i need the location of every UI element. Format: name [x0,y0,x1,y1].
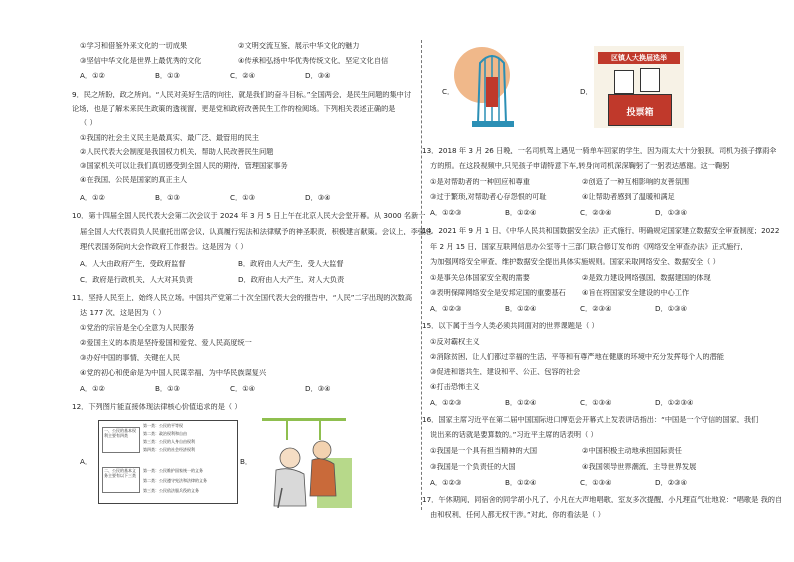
q15-item-1: ①反对霸权主义 [430,338,480,346]
q10-opt-c[interactable]: C．政府是行政机关，人大对其负责 [80,276,193,284]
q9-opt-a[interactable]: A．①② [80,193,105,202]
q15-stem: 15．以下属于当今人类必须共同面对的世界课题是（ ） [422,322,599,330]
q16-stem-2: 说出来的话就是要算数的。”习近平主席的话表明（ ） [430,431,598,439]
q16-opt-d[interactable]: D．②③④ [655,478,688,487]
q11-opt-c[interactable]: C．①④ [230,384,256,393]
q11-item-4: ④党的初心和使命是为中国人民谋幸福，为中华民族谋复兴 [80,369,267,377]
q14-options [430,305,730,312]
q14-opt-c[interactable]: C．②③④ [580,304,612,313]
q14-opt-a[interactable]: A．①②③ [430,304,462,313]
q15-opt-c[interactable]: C．①③④ [580,398,612,407]
q9-options [80,194,380,201]
q9-item-2: ②人民代表大会制度是我国权力机关，帮助人民改善民生问题 [80,148,274,156]
q9-stem-2: 论场，也是了解未来民生政策的透视窗，更是党和政府改善民生工作的检阅场。下列相关表述正确的是 [72,105,396,113]
q8-item-4: ④传承和弘扬中华优秀传统文化，坚定文化自信 [238,57,389,65]
q16-opt-b[interactable]: B．①②④ [505,478,537,487]
q16-item-3: ③我国是一个负责任的大国 [430,463,516,471]
q9-opt-d[interactable]: D．③④ [305,193,331,202]
q10-stem-2: 届全国人大代表肩负人民重托出席会议，认真履行宪法和法律赋予的神圣职责，积极建言献策。会议上，李强总 [80,228,433,236]
q10-stem-1: 10．第十四届全国人民代表大会第二次会议于 2024 年 3 月 5 日上午在北京人民大会堂开幕。从 3000 名新一 [72,212,426,220]
q16-stem-1: 16．国家主席习近平在第二届中国国际进口博览会开幕式上发表讲话指出：“中国是一个守信的国家，我们 [422,416,759,424]
q13-item-4: ④让帮助者感到了温暖和满足 [582,193,675,201]
q14-item-3: ③表明保障网络安全是安邦定国的重要基石 [430,289,566,297]
q14-stem-2: 年 2 月 15 日，国家互联网信息办公室等十三部门联合修订发布的《网络安全审查办法》正式施行， [430,243,748,251]
q13-options [430,209,730,216]
q10-opt-d[interactable]: D．政府由人大产生，对人大负责 [238,276,345,284]
q15-item-4: ④打击恐怖主义 [430,383,480,391]
q13-stem-2: 方的照。在这段视频中,只见孩子申请特意下车,转身向司机深深鞠躬了一躬表达感谢。这一鞠躬 [430,162,730,170]
duties-row-2: 第二类：公民遵守宪法和法律的义务 [143,478,207,483]
q14-stem-3: 为加强网络安全审查，维护数据安全提出具体实施规则。国家采取网络安全、数据安全（ ） [430,258,720,266]
q14-opt-b[interactable]: B．①②④ [505,304,537,313]
q12-opt-a-label[interactable]: A． [80,458,93,466]
caged-power-image[interactable] [452,45,532,135]
rights-table-head-2: 二、公民的基本义务主要有以下三类 [102,467,140,493]
q15-item-3: ③促进和谐共生，建设和平、公正、包容的社会 [430,368,581,376]
q8-opt-b[interactable]: B．①③ [155,71,181,80]
q16-opt-a[interactable]: A．①②③ [430,478,462,487]
q14-stem-1: 14．2021 年 9 月 1 日，《中华人民共和国数据安全法》正式施行，明确规定国家建立数据安全审查制度；2022 [422,227,780,235]
q12-opt-b-label[interactable]: B． [240,458,253,466]
rights-row-3: 第三类：公民的人身自由权利 [143,439,195,444]
q11-item-3: ③办好中国的事情，关键在人民 [80,354,180,362]
q11-item-1: ①党治的宗旨是全心全意为人民服务 [80,324,195,332]
q11-stem-2: 达 177 次，这是因为（ ） [80,309,166,317]
q15-opt-a[interactable]: A．①②③ [430,398,462,407]
q16-options [430,479,730,486]
q13-item-2: ②创造了一种互相影响的友善氛围 [582,178,690,186]
q14-item-2: ②是致力建设网络强国，数据建国的体现 [582,274,711,282]
q12-stem: 12．下列图片能直接体现法律核心价值追求的是（ ） [72,403,242,411]
q11-opt-b[interactable]: B．①③ [155,384,181,393]
ballot-banner: 区镇人大换届选举 [598,52,680,64]
q14-opt-d[interactable]: D．①③④ [655,304,688,313]
q16-item-2: ②中国积极主动地承担国际责任 [582,447,682,455]
q15-options [430,399,730,406]
q14-item-1: ①是事关总体国家安全观的需要 [430,274,530,282]
rights-table-image[interactable] [98,420,238,504]
q9-opt-b[interactable]: B．①③ [155,193,181,202]
q10-opt-b[interactable]: B．政府由人大产生，受人大监督 [238,260,344,268]
q10-stem-3: 理代表国务院向大会作政府工作报告。这是因为（ ） [80,243,248,251]
q8-opt-a[interactable]: A．①② [80,71,105,80]
q15-item-2: ②消除贫困，让人们都过幸福的生活，平等和有尊严地在健康的环境中充分发挥每个人的潜能 [430,353,724,361]
q11-stem-1: 11．坚持人民至上，始终人民立场。中国共产党第二十次全国代表大会的报告中，“人民”二字出现的次数高 [72,294,413,302]
q13-opt-b[interactable]: B．①②④ [505,208,537,217]
column-divider [421,40,422,510]
q15-opt-b[interactable]: B．①②④ [505,398,537,407]
ballot-box-label: 投票箱 [608,94,672,126]
q12-opt-c-label[interactable]: C． [442,88,455,96]
helping-elderly-image[interactable] [252,418,352,508]
q15-opt-d[interactable]: D．①②③④ [655,398,694,407]
q8-opt-c[interactable]: C．②④ [230,71,256,80]
ballot-paper-icon-2 [640,68,660,92]
q17-stem-2: 由和权利，任何人都无权干涉。”对此，你的看法是（ ） [430,511,605,519]
q12-opt-d-label[interactable]: D． [580,88,593,96]
duties-row-3: 第三类：公民依法服兵役的义务 [143,488,199,493]
q16-item-1: ①我国是一个具有担当精神的大国 [430,447,538,455]
q14-item-4: ④旨在将国家安全建设的中心工作 [582,289,690,297]
q8-item-3: ③坚信中华文化是世界上最优秀的文化 [80,57,202,65]
q13-item-1: ①是对帮助者的一种回应和尊重 [430,178,530,186]
q17-stem-1: 17．午休期间，同宿舍的同学胡小凡了，小凡在大声地唱歌，室友多次提醒，小凡理直气壮地说：“唱歌是 我的自 [422,496,783,504]
q10-opt-a[interactable]: A．人大由政府产生，受政府监督 [80,260,186,268]
q13-opt-a[interactable]: A．①②③ [430,208,462,217]
q9-opt-c[interactable]: C．①③ [230,193,256,202]
q16-opt-c[interactable]: C．①③④ [580,478,612,487]
q11-item-2: ②爱国主义的本质是坚持爱国和爱党、爱人民高度统一 [80,339,252,347]
q13-item-3: ③过于繁琐,对帮助者心存怨恨的可耻 [430,193,547,201]
q13-opt-d[interactable]: D．①③④ [655,208,688,217]
rights-table-head-1: 一、公民的基本权利主要有四类 [102,427,140,453]
q8-opt-d[interactable]: D．③④ [305,71,331,80]
q8-options [80,72,380,79]
rights-row-1: 第一类：公民的平等权 [143,423,183,428]
q11-opt-d[interactable]: D．③④ [305,384,331,393]
ballot-paper-icon [614,70,634,94]
ballot-box-image[interactable] [594,46,684,128]
rights-row-2: 第二类：政治权利和自由 [143,431,187,436]
q9-item-1: ①我国的社会主义民主是最真实、最广泛、最管用的民主 [80,134,259,142]
q13-stem-1: 13．2018 年 3 月 26 日晚，一名司机驾上遇见一骑单车回家的学生，因为雨太大十分狼狈，司机为孩子撑雨伞 [422,147,777,155]
q11-options [80,385,380,392]
rights-row-4: 第四类：公民的社会经济权利 [143,447,195,452]
q9-stem-3: （ ） [80,119,97,127]
q9-item-4: ④在我国，公民是国家的真正主人 [80,176,188,184]
q8-item-2: ②文明交流互鉴，展示中华文化的魅力 [238,42,360,50]
q16-item-4: ④我国领导世界潮流，主导世界发展 [582,463,697,471]
q8-item-1: ①学习和借鉴外来文化的一切成果 [80,42,188,50]
q9-item-3: ③国家机关可以让我们真切感受到全国人民的期待，管理国家事务 [80,162,288,170]
duties-row-1: 第一类：公民维护国家统一的义务 [143,468,203,473]
q13-opt-c[interactable]: C．②③④ [580,208,612,217]
q11-opt-a[interactable]: A．①② [80,384,105,393]
q9-stem-1: 9．民之所盼，政之所向。“人民对美好生活的向往，就是我们的奋斗目标。”全国两会，是民生问题的集中讨 [72,91,412,99]
